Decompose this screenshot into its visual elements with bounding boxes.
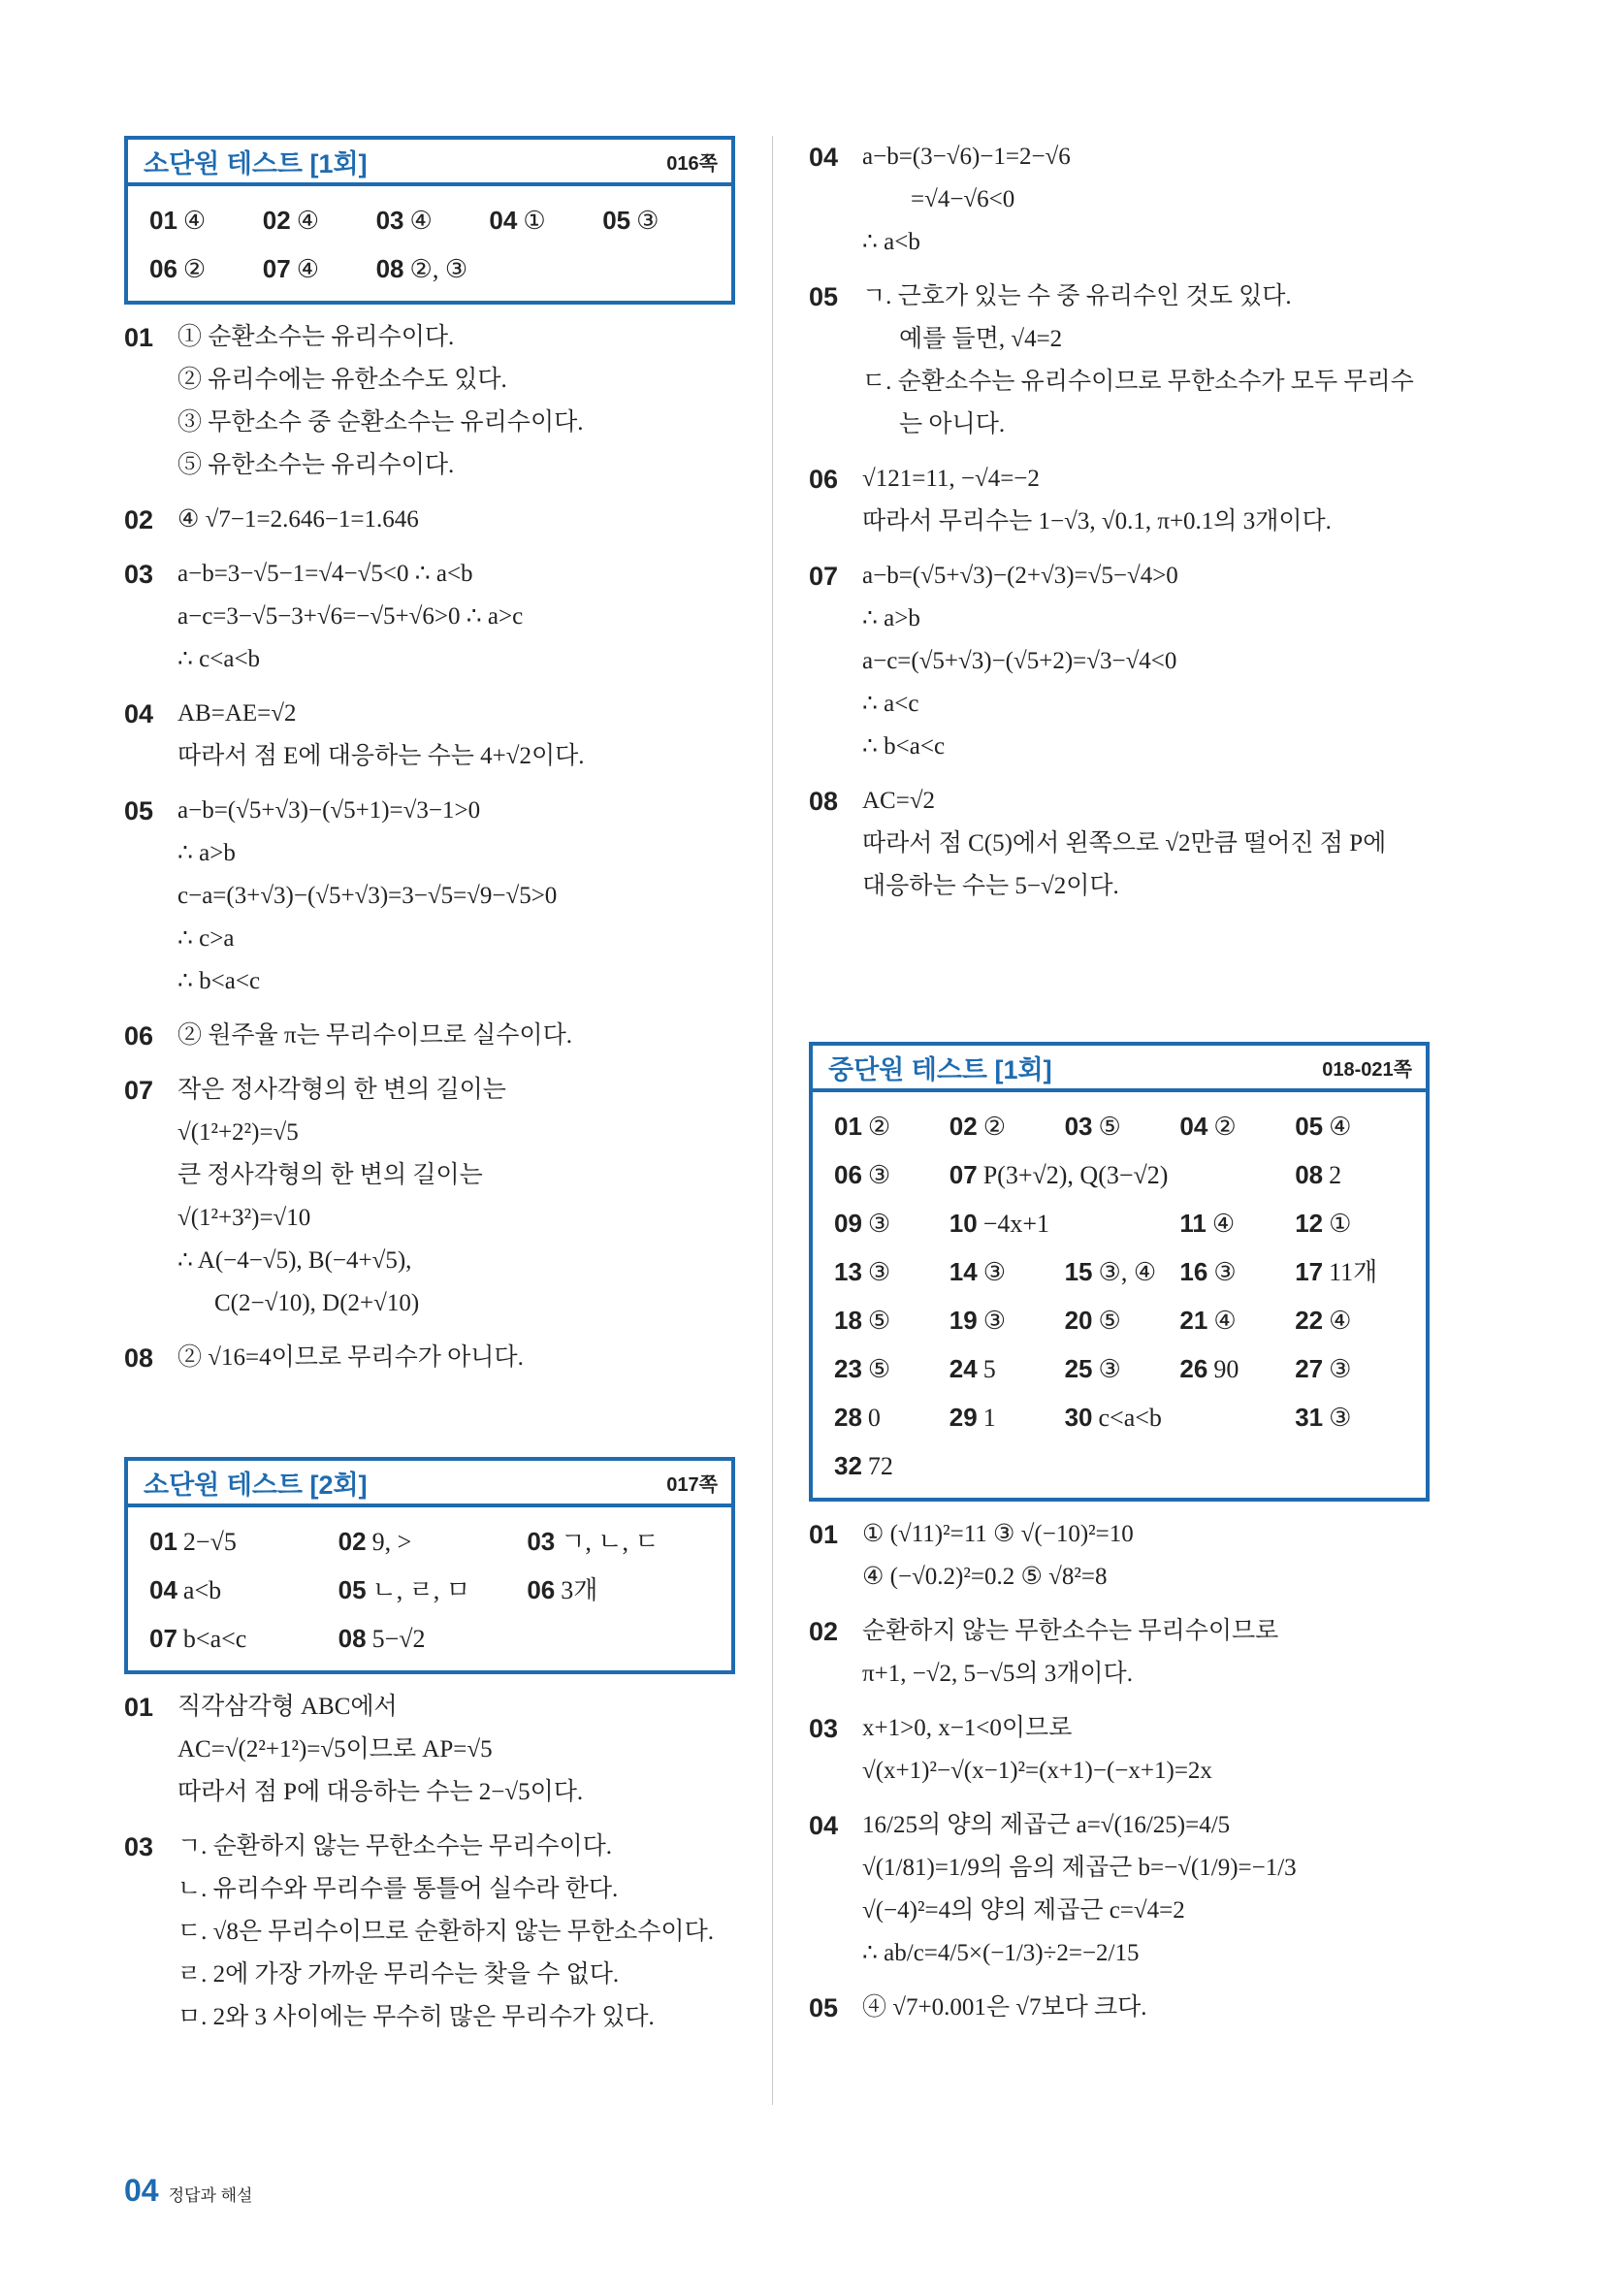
answer-cell: 09 ③ xyxy=(834,1209,891,1238)
solution-item: 03 ㄱ. 순환하지 않는 무한소수는 무리수이다. ㄴ. 유리수와 무리수를 통틀어 실수라 한다. ㄷ. √8은 무리수이므로 순환하지 않는 무한소수이다. ㄹ. 2에 가장 가까운 무리수는 찾을 수 없다. ㅁ. 2와 3 사이에는 무수히 많은 무리수가 있다. xyxy=(124,1826,735,2039)
answer-cell: 17 11개 xyxy=(1295,1257,1378,1286)
solution-line: =√4−√6<0 xyxy=(911,186,1015,212)
box-title: 소단원 테스트 [2회] xyxy=(144,1470,368,1500)
solution-item: 03 a−b=3−√5−1=√4−√5<0 ∴ a<b a−c=3−√5−3+√6=−√5+√6>0 ∴ a>c ∴ c<a<b xyxy=(124,553,735,681)
answer-cell: 26 90 xyxy=(1179,1354,1239,1383)
box-header xyxy=(128,140,731,186)
answer-cell: 10 −4x+1 xyxy=(949,1209,1050,1238)
solution-item: 04 a−b=(3−√6)−1=2−√6 =√4−√6<0 ∴ a<b xyxy=(809,136,1430,264)
solution-item: 05 ㄱ. 근호가 있는 수 중 유리수인 것도 있다. 예를 들면, √4=2 ㄷ. 순환소수는 유리수이므로 무한소수가 모두 무리수 는 아니다. xyxy=(809,275,1430,446)
solution-line: 따라서 점 E에 대응하는 수는 4+√2이다. xyxy=(177,743,585,769)
answer-cell: 14 ③ xyxy=(949,1257,1007,1286)
answer-cell: 01 2−√5 xyxy=(149,1527,237,1556)
solution-line: ② 원주율 π는 무리수이므로 실수이다. xyxy=(177,1022,572,1049)
answer-cell: 23 ⑤ xyxy=(834,1354,891,1383)
answer-cell: 03 ⑤ xyxy=(1064,1112,1121,1141)
solution-item: 04 AB=AE=√2 따라서 점 E에 대응하는 수는 4+√2이다. xyxy=(124,693,735,778)
solution-item: 01 ① (√11)²=11 ③ √(−10)²=10 ④ (−√0.2)²=0.2 ⑤ √8²=8 xyxy=(809,1513,1430,1599)
solution-line: c−a=(3+√3)−(√5+√3)=3−√5=√9−√5>0 xyxy=(177,883,558,909)
answer-cell: 04 ② xyxy=(1179,1112,1237,1141)
solution-line: a−c=(√5+√3)−(√5+2)=√3−√4<0 xyxy=(862,648,1177,674)
solution-item: 08 AC=√2 따라서 점 C(5)에서 왼쪽으로 √2만큼 떨어진 점 P에 대응하는 수는 5−√2이다. xyxy=(809,780,1430,908)
answer-cell: 30 c<a<b xyxy=(1064,1403,1162,1432)
solution-line: 대응하는 수는 5−√2이다. xyxy=(862,873,1119,899)
solution-line: √121=11, −√4=−2 xyxy=(862,466,1040,492)
box-header xyxy=(128,1461,731,1507)
solution-line: ③ 무한소수 중 순환소수는 유리수이다. xyxy=(177,409,584,436)
box-page-ref: 016쪽 xyxy=(666,152,718,175)
left-column xyxy=(124,136,735,2039)
answer-cell: 04 a<b xyxy=(149,1575,222,1604)
solution-item: 07 a−b=(√5+√3)−(2+√3)=√5−√4>0 ∴ a>b a−c=(√5+√3)−(√5+2)=√3−√4<0 ∴ a<c ∴ b<a<c xyxy=(809,555,1430,768)
solution-line: ④ √7+0.001은 √7보다 크다. xyxy=(862,1994,1147,2021)
solution-line: 16/25의 양의 제곱근 a=√(16/25)=4/5 xyxy=(862,1812,1231,1838)
box-title: 중단원 테스트 [1회] xyxy=(828,1054,1052,1084)
answer-cell: 04 ① xyxy=(489,206,546,235)
solution-line: 는 아니다. xyxy=(899,411,1006,437)
solution-line: ∴ b<a<c xyxy=(177,968,261,994)
solution-line: ㄹ. 2에 가장 가까운 무리수는 찾을 수 없다. xyxy=(177,1961,620,1988)
solution-line: ∴ c>a xyxy=(177,925,235,952)
answer-cell: 03 ④ xyxy=(375,206,433,235)
answer-cell: 19 ③ xyxy=(949,1306,1007,1335)
answer-cell: 06 ③ xyxy=(834,1160,891,1189)
solution-line: x+1>0, x−1<0이므로 xyxy=(862,1715,1073,1741)
answer-cell: 08 ②, ③ xyxy=(375,254,468,283)
solution-line: ㄱ. 근호가 있는 수 중 유리수인 것도 있다. xyxy=(862,283,1292,309)
solution-line: ① (√11)²=11 ③ √(−10)²=10 xyxy=(862,1521,1134,1547)
answer-cell: 22 ④ xyxy=(1295,1306,1352,1335)
answer-cell: 07 P(3+√2), Q(3−√2) xyxy=(949,1160,1169,1189)
answer-cell: 31 ③ xyxy=(1295,1403,1352,1432)
solution-line: AC=√(2²+1²)=√5이므로 AP=√5 xyxy=(177,1736,493,1762)
solution-line: ∴ a<b xyxy=(862,229,920,255)
solution-line: AB=AE=√2 xyxy=(177,700,297,727)
solution-item: 04 16/25의 양의 제곱근 a=√(16/25)=4/5 √(1/81)=1/9의 음의 제곱근 b=−√(1/9)=−1/3 √(−4)²=4의 양의 제곱근 c=√4=2 ∴ ab/c=4/5×(−1/3)÷2=−2/15 xyxy=(809,1804,1430,1975)
answer-cell: 08 2 xyxy=(1295,1160,1342,1189)
solution-line: a−c=3−√5−3+√6=−√5+√6>0 ∴ a>c xyxy=(177,603,524,630)
answer-cell: 01 ④ xyxy=(149,206,207,235)
box-header xyxy=(813,1046,1426,1092)
answer-cell: 15 ③, ④ xyxy=(1064,1257,1157,1286)
solution-line: 작은 정사각형의 한 변의 길이는 xyxy=(177,1077,506,1103)
answer-cell: 11 ④ xyxy=(1179,1209,1236,1238)
solution-line: a−b=(√5+√3)−(2+√3)=√5−√4>0 xyxy=(862,563,1178,589)
box-page-ref: 017쪽 xyxy=(666,1473,718,1496)
answer-cell: 12 ① xyxy=(1295,1209,1352,1238)
solution-item: 06 √121=11, −√4=−2 따라서 무리수는 1−√3, √0.1, π+0.1의 3개이다. xyxy=(809,458,1430,543)
footer-label: 정답과 해설 xyxy=(168,2186,253,2205)
solution-line: C(2−√10), D(2+√10) xyxy=(214,1290,420,1316)
solution-item: 03 x+1>0, x−1<0이므로 √(x+1)²−√(x−1)²=(x+1)−(−x+1)=2x xyxy=(809,1707,1430,1793)
solution-line: a−b=(3−√6)−1=2−√6 xyxy=(862,144,1071,170)
box-title: 소단원 테스트 [1회] xyxy=(144,148,368,178)
solution-line: √(x+1)²−√(x−1)²=(x+1)−(−x+1)=2x xyxy=(862,1758,1212,1784)
solution-line: ㄱ. 순환하지 않는 무한소수는 무리수이다. xyxy=(177,1833,613,1859)
answer-cell: 32 72 xyxy=(834,1451,893,1480)
solution-line: 예를 들면, √4=2 xyxy=(899,326,1063,352)
solution-line: ④ (−√0.2)²=0.2 ⑤ √8²=8 xyxy=(862,1564,1108,1590)
answer-cell: 28 0 xyxy=(834,1403,881,1432)
solution-line: ∴ b<a<c xyxy=(862,733,946,760)
answer-cell: 27 ③ xyxy=(1295,1354,1352,1383)
solution-item: 07 작은 정사각형의 한 변의 길이는 √(1²+2²)=√5 큰 정사각형의 한 변의 길이는 √(1²+3²)=√10 ∴ A(−4−√5), B(−4+√5), C(2−√10), D(2+√10) xyxy=(124,1069,735,1325)
solution-line: ④ √7−1=2.646−1=1.646 xyxy=(177,506,419,533)
solution-line: ∴ a>b xyxy=(177,840,236,866)
page-footer xyxy=(124,2173,252,2209)
solution-item: 05 a−b=(√5+√3)−(√5+1)=√3−1>0 ∴ a>b c−a=(3+√3)−(√5+√3)=3−√5=√9−√5>0 ∴ c>a ∴ b<a<c xyxy=(124,790,735,1003)
answer-cell: 07 b<a<c xyxy=(149,1624,247,1653)
solution-line: √(1²+3²)=√10 xyxy=(177,1205,311,1231)
solution-line: ㄷ. √8은 무리수이므로 순환하지 않는 무한소수이다. xyxy=(177,1919,714,1945)
answer-cell: 08 5−√2 xyxy=(338,1624,426,1653)
solution-line: 순환하지 않는 무한소수는 무리수이므로 xyxy=(862,1618,1279,1644)
answer-cell: 29 1 xyxy=(949,1403,996,1432)
solution-line: ∴ A(−4−√5), B(−4+√5), xyxy=(177,1247,412,1274)
answer-cell: 25 ③ xyxy=(1064,1354,1121,1383)
answer-grid xyxy=(813,1092,1426,1498)
answer-cell: 16 ③ xyxy=(1179,1257,1237,1286)
solution-item: 02 순환하지 않는 무한소수는 무리수이므로 π+1, −√2, 5−√5의 3개이다. xyxy=(809,1610,1430,1696)
answer-cell: 24 5 xyxy=(949,1354,996,1383)
answer-cell: 06 3개 xyxy=(527,1575,598,1604)
solution-line: ∴ ab/c=4/5×(−1/3)÷2=−2/15 xyxy=(862,1940,1140,1966)
solution-line: √(1²+2²)=√5 xyxy=(177,1119,299,1146)
column-divider xyxy=(772,136,773,2105)
answer-cell: 05 ④ xyxy=(1295,1112,1352,1141)
solution-line: ⑤ 유한소수는 유리수이다. xyxy=(177,452,455,478)
solution-line: ㄷ. 순환소수는 유리수이므로 무한소수가 모두 무리수 xyxy=(862,369,1414,395)
answer-cell: 20 ⑤ xyxy=(1064,1306,1121,1335)
answer-cell: 18 ⑤ xyxy=(834,1306,891,1335)
solution-item: 05 ④ √7+0.001은 √7보다 크다. xyxy=(809,1987,1430,2029)
solution-line: ② √16=4이므로 무리수가 아니다. xyxy=(177,1344,524,1371)
answer-box-small-test-2 xyxy=(124,1457,735,1674)
solution-line: ∴ a>b xyxy=(862,605,920,631)
answer-cell: 03 ㄱ, ㄴ, ㄷ xyxy=(527,1527,660,1556)
solution-line: ② 유리수에는 유한소수도 있다. xyxy=(177,367,507,393)
solution-line: 직각삼각형 ABC에서 xyxy=(177,1694,398,1720)
solution-line: AC=√2 xyxy=(862,788,936,814)
solution-line: π+1, −√2, 5−√5의 3개이다. xyxy=(862,1661,1133,1687)
page-number: 04 xyxy=(124,2173,159,2208)
solution-line: a−b=(√5+√3)−(√5+1)=√3−1>0 xyxy=(177,797,481,824)
solution-line: 따라서 무리수는 1−√3, √0.1, π+0.1의 3개이다. xyxy=(862,508,1332,534)
solution-item: 01 직각삼각형 ABC에서 AC=√(2²+1²)=√5이므로 AP=√5 따라서 점 P에 대응하는 수는 2−√5이다. xyxy=(124,1686,735,1814)
answer-grid xyxy=(128,186,731,301)
solution-line: ① 순환소수는 유리수이다. xyxy=(177,324,455,350)
box-page-ref: 018-021쪽 xyxy=(1322,1058,1412,1081)
solution-line: ∴ c<a<b xyxy=(177,646,261,672)
answer-cell: 02 ④ xyxy=(262,206,320,235)
solution-line: a−b=3−√5−1=√4−√5<0 ∴ a<b xyxy=(177,561,473,587)
right-column xyxy=(809,136,1430,2029)
answer-box-small-test-1 xyxy=(124,136,735,305)
solution-item: 01 ① 순환소수는 유리수이다. ② 유리수에는 유한소수도 있다. ③ 무한소수 중 순환소수는 유리수이다. ⑤ 유한소수는 유리수이다. xyxy=(124,316,735,487)
solution-item: 06 ② 원주율 π는 무리수이므로 실수이다. xyxy=(124,1015,735,1057)
solution-line: ㄴ. 유리수와 무리수를 통틀어 실수라 한다. xyxy=(177,1876,619,1902)
answer-grid xyxy=(128,1507,731,1670)
answer-box-mid-test-1 xyxy=(809,1042,1430,1502)
solution-item: 08 ② √16=4이므로 무리수가 아니다. xyxy=(124,1337,735,1379)
answer-cell: 05 ③ xyxy=(602,206,660,235)
solution-line: √(−4)²=4의 양의 제곱근 c=√4=2 xyxy=(862,1897,1185,1924)
solution-line: ㅁ. 2와 3 사이에는 무수히 많은 무리수가 있다. xyxy=(177,2004,655,2030)
answer-cell: 01 ② xyxy=(834,1112,891,1141)
answer-cell: 13 ③ xyxy=(834,1257,891,1286)
solution-item: 02 ④ √7−1=2.646−1=1.646 xyxy=(124,499,735,541)
answer-cell: 21 ④ xyxy=(1179,1306,1237,1335)
solution-line: 따라서 점 P에 대응하는 수는 2−√5이다. xyxy=(177,1779,584,1805)
solution-line: 따라서 점 C(5)에서 왼쪽으로 √2만큼 떨어진 점 P에 xyxy=(862,830,1387,857)
answer-cell: 02 9, > xyxy=(338,1527,412,1556)
answer-cell: 02 ② xyxy=(949,1112,1007,1141)
answer-cell: 07 ④ xyxy=(262,254,320,283)
solution-line: 큰 정사각형의 한 변의 길이는 xyxy=(177,1162,483,1188)
answer-cell: 06 ② xyxy=(149,254,207,283)
solution-line: √(1/81)=1/9의 음의 제곱근 b=−√(1/9)=−1/3 xyxy=(862,1855,1297,1881)
answer-cell: 05 ㄴ, ㄹ, ㅁ xyxy=(338,1575,470,1604)
solution-line: ∴ a<c xyxy=(862,691,919,717)
